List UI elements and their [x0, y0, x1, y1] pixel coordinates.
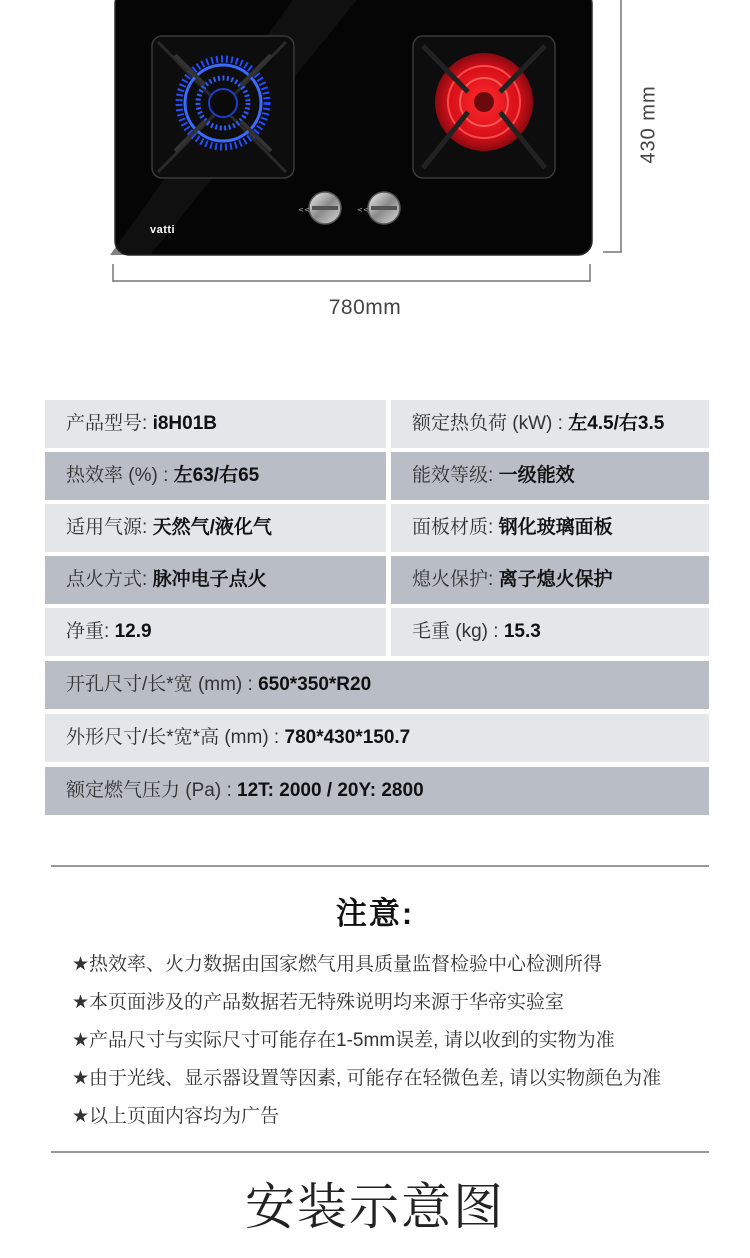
- spec-cell: [45, 556, 386, 604]
- spec-row: [45, 608, 709, 656]
- spec-cell: [391, 556, 709, 604]
- height-dimension-label: 430 mm: [637, 85, 660, 164]
- spec-row: [45, 714, 709, 762]
- spec-value: 脉冲电子点火: [152, 569, 267, 590]
- spec-cell: [45, 714, 709, 762]
- spec-value: 一级能效: [498, 465, 575, 486]
- brand-logo: vatti: [150, 224, 176, 236]
- spec-value: 离子熄火保护: [498, 569, 613, 590]
- spec-value: 左4.5/右3.5: [568, 413, 665, 434]
- notice-item: ★热效率、火力数据由国家燃气用具质量监督检验中心检测所得: [72, 954, 603, 975]
- product-image: [0, 0, 750, 360]
- notice-item: ★本页面涉及的产品数据若无特殊说明均来源于华帝实验室: [72, 992, 565, 1013]
- svg-text:<<: <<: [298, 206, 310, 214]
- spec-cell: [391, 452, 709, 500]
- spec-value: 12T: 2000 / 20Y: 2800: [237, 780, 424, 801]
- spec-label: 毛重 (kg) :: [412, 621, 504, 642]
- width-dimension-label: 780mm: [328, 296, 402, 319]
- spec-row: [45, 400, 709, 448]
- spec-cell: [45, 661, 709, 709]
- spec-value: 780*430*150.7: [284, 727, 411, 748]
- spec-label: 外形尺寸/长*宽*高 (mm) :: [66, 727, 285, 748]
- spec-row: [45, 556, 709, 604]
- spec-cell: [391, 504, 709, 552]
- spec-cell: [45, 452, 386, 500]
- spec-cell: [391, 400, 709, 448]
- height-dimension-line: [603, 0, 622, 252]
- notice-item: ★产品尺寸与实际尺寸可能存在1-5mm误差, 请以收到的实物为准: [72, 1030, 615, 1051]
- spec-row: [45, 452, 709, 500]
- spec-label: 热效率 (%) :: [66, 465, 174, 486]
- spec-label: 能效等级:: [412, 465, 499, 486]
- spec-label: 开孔尺寸/长*宽 (mm) :: [66, 674, 259, 695]
- spec-value: 650*350*R20: [258, 674, 372, 695]
- spec-value: 左63/右65: [173, 465, 260, 486]
- notice-title: 注意:: [335, 896, 415, 931]
- spec-label: 适用气源:: [66, 517, 153, 538]
- spec-label: 面板材质:: [412, 517, 499, 538]
- spec-value: 天然气/液化气: [152, 517, 272, 538]
- width-dimension-line: [113, 264, 590, 282]
- spec-label: 点火方式:: [66, 569, 153, 590]
- spec-cell: [45, 608, 386, 656]
- divider: [51, 865, 709, 867]
- notice-item: ★由于光线、显示器设置等因素, 可能存在轻微色差, 请以实物颜色为准: [72, 1068, 662, 1089]
- spec-value: 钢化玻璃面板: [498, 517, 613, 538]
- spec-row: [45, 661, 709, 709]
- spec-label: 产品型号:: [66, 413, 153, 434]
- spec-cell: [45, 400, 386, 448]
- notice-item: ★以上页面内容均为广告: [72, 1106, 280, 1127]
- spec-label: 净重:: [66, 621, 115, 642]
- spec-value: 12.9: [114, 621, 152, 642]
- svg-text:<<: <<: [357, 206, 369, 214]
- spec-label: 额定热负荷 (kW) :: [412, 413, 569, 434]
- spec-label: 熄火保护:: [412, 569, 499, 590]
- spec-row: [45, 504, 709, 552]
- install-diagram-title: 安装示意图: [245, 1178, 505, 1236]
- spec-value: i8H01B: [152, 413, 217, 434]
- spec-value: 15.3: [503, 621, 541, 642]
- spec-label: 额定燃气压力 (Pa) :: [66, 780, 238, 801]
- notice-list: [72, 952, 712, 1142]
- spec-cell: [45, 504, 386, 552]
- spec-cell: [45, 767, 709, 815]
- divider: [51, 1151, 709, 1153]
- spec-cell: [391, 608, 709, 656]
- spec-row: [45, 767, 709, 815]
